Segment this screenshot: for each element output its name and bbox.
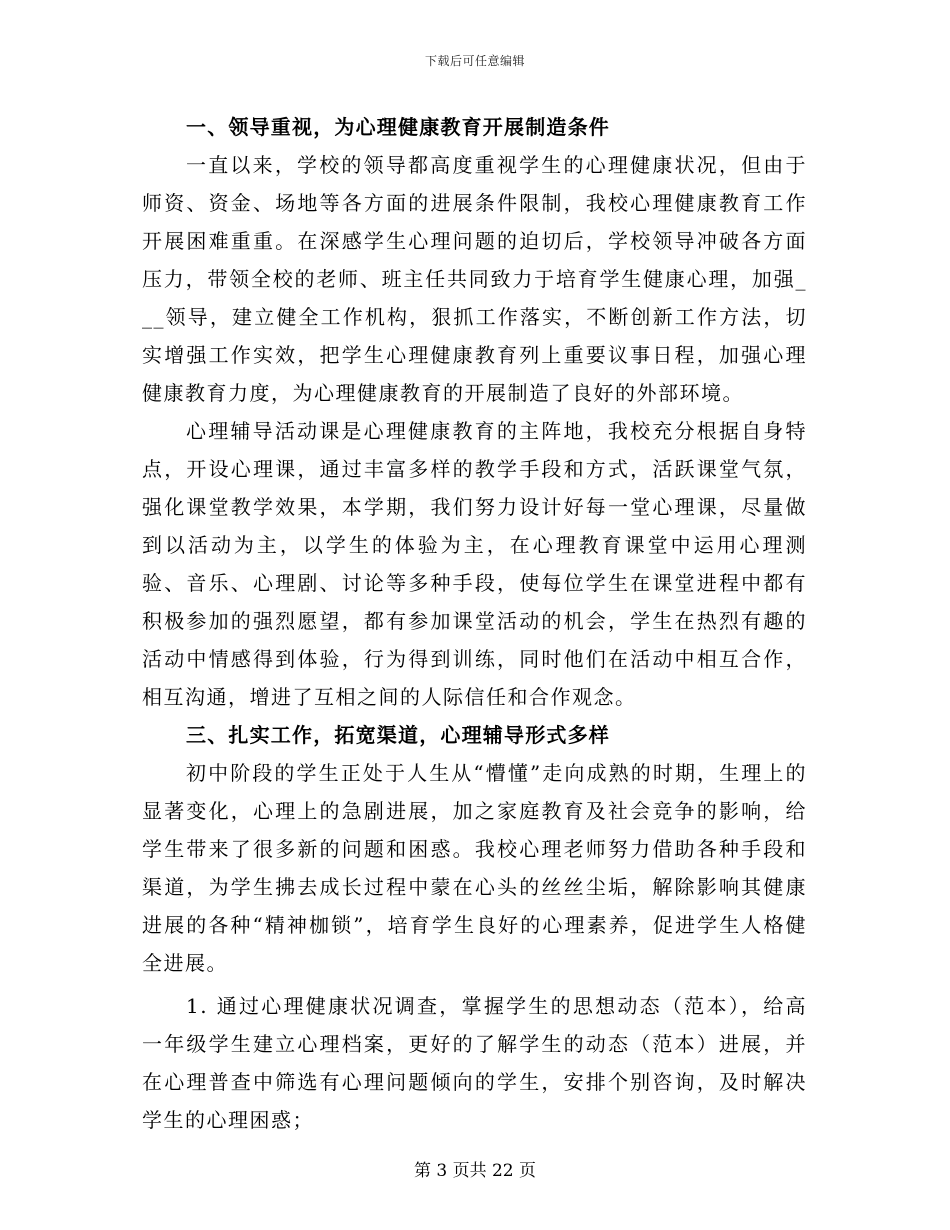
document-body [142,108,807,1139]
section-heading-3: 三、扎实工作，拓宽渠道，心理辅导形式多样 [186,723,610,747]
paragraph-section3-1: 初中阶段的学生正处于人生从“懵懂”走向成熟的时期，生理上的显著变化，心理上的急剧进展，加之家庭教育及社会竞争的影响，给学生带来了很多新的问题和困惑。我校心理老师努力借助各种手段和渠道，为学生拂去成长过程中蒙在心头的丝丝尘垢，解除影响其健康进展的各种“精神枷锁”，培育学生良好的心理素养，促进学生人格健全进展。 [142,761,807,975]
page-number: 第 3 页共 22 页 [413,1161,537,1181]
paragraph-section1-1: 一直以来，学校的领导都高度重视学生的心理健康状况，但由于师资、资金、场地等各方面的进展条件限制，我校心理健康教育工作开展困难重重。在深感学生心理问题的迫切后，学校领导冲破各方面压力，带领全校的老师、班主任共同致力于培育学生健康心理，加强___领导，建立健全工作机构，狠抓工作落实，不断创新工作方法，切实增强工作实效，把学生心理健康教育列上重要议事日程，加强心理健康教育力度，为心理健康教育的开展制造了良好的外部环境。 [142,153,807,405]
paragraph-section1-2: 心理辅导活动课是心理健康教育的主阵地，我校充分根据自身特点，开设心理课，通过丰富多样的教学手段和方式，活跃课堂气氛，强化课堂教学效果，本学期，我们努力设计好每一堂心理课，尽量做到以活动为主，以学生的体验为主，在心理教育课堂中运用心理测验、音乐、心理剧、讨论等多种手段，使每位学生在课堂进程中都有积极参加的强烈愿望，都有参加课堂活动的机会，学生在热烈有趣的活动中情感得到体验，行为得到训练，同时他们在活动中相互合作，相互沟通，增进了互相之间的人际信任和合作观念。 [142,419,807,709]
section-heading-1: 一、领导重视，为心理健康教育开展制造条件 [186,115,610,139]
list-item-1: 1. 通过心理健康状况调查，掌握学生的思想动态（范本），给高一年级学生建立心理档案，更好的了解学生的动态（范本）进展，并在心理普查中筛选有心理问题倾向的学生，安排个别咨询，及时解决学生的心理困惑； [142,994,807,1132]
page-header-note: 下载后可任意编辑 [424,54,525,68]
